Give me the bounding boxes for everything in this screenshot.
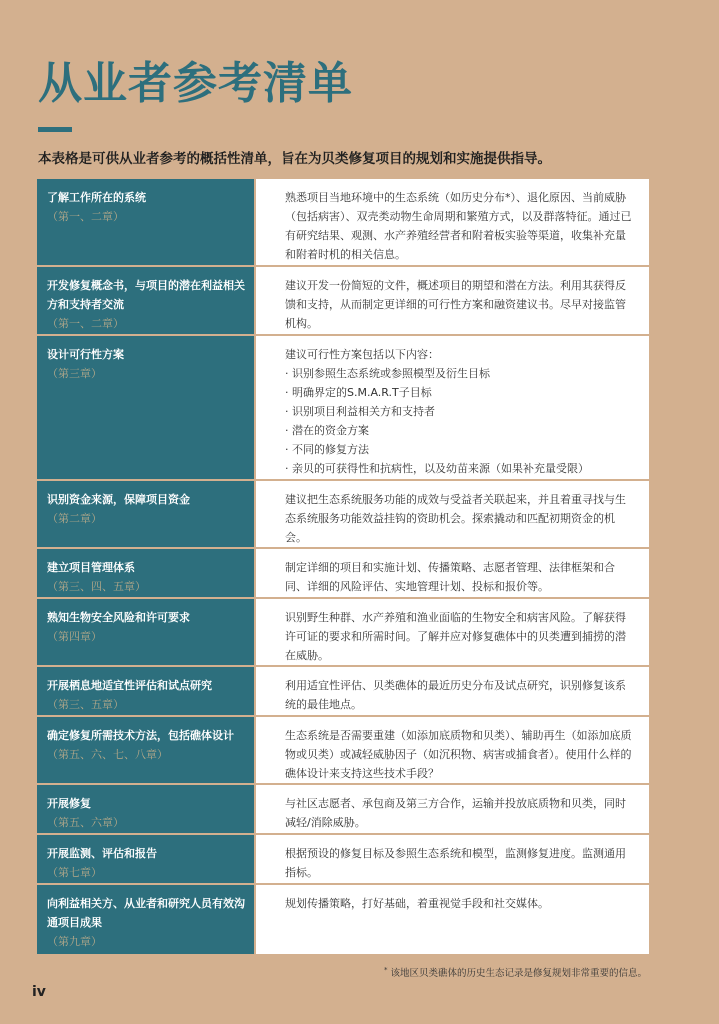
chapter-reference: （第三、五章） [47, 698, 124, 711]
chapter-reference: （第二章） [47, 512, 102, 525]
task-description: 制定详细的项目和实施计划、传播策略、志愿者管理、法律框架和合同、详细的风险评估、实地管理计划、投标和报价等。 [285, 561, 615, 593]
chapter-reference: （第九章） [47, 935, 102, 948]
description-cell [256, 336, 649, 479]
task-title: 了解工作所在的系统 [47, 191, 146, 204]
task-cell [37, 785, 256, 833]
task-title: 开展监测、评估和报告 [47, 847, 157, 860]
bullet-item: · 亲贝的可获得性和抗病性，以及幼苗来源（如果补充量受限） [285, 459, 635, 478]
description-cell [256, 179, 649, 265]
title-underline [38, 127, 72, 132]
table-row [37, 179, 649, 267]
chapter-reference: （第三、四、五章） [47, 580, 146, 593]
task-cell [37, 717, 256, 783]
table-row [37, 267, 649, 336]
feasibility-bullet-list [285, 364, 635, 478]
table-row [37, 785, 649, 835]
table-row [37, 599, 649, 667]
task-title: 确定修复所需技术方法，包括礁体设计 [47, 729, 234, 742]
task-title: 向利益相关方、从业者和研究人员有效沟通项目成果 [47, 897, 245, 929]
task-title: 开展修复 [47, 797, 91, 810]
task-cell [37, 835, 256, 883]
task-description: 与社区志愿者、承包商及第三方合作，运输并投放底质物和贝类，同时减轻/消除威胁。 [285, 797, 626, 829]
description-cell [256, 785, 649, 833]
task-description: 建议把生态系统服务功能的成效与受益者关联起来，并且着重寻找与生态系统服务功能效益挂钩的资助机会。探索撬动和匹配初期资金的机会。 [285, 493, 626, 544]
description-cell [256, 549, 649, 597]
task-description: 识别野生种群、水产养殖和渔业面临的生物安全和病害风险。了解获得许可证的要求和所需时间。了解并应对修复礁体中的贝类遭到捕捞的潜在威胁。 [285, 611, 626, 662]
chapter-reference: （第五、六、七、八章） [47, 748, 168, 761]
bullet-item: · 识别参照生态系统或参照模型及衍生目标 [285, 364, 635, 383]
bullet-item: · 潜在的资金方案 [285, 421, 635, 440]
task-cell [37, 481, 256, 547]
description-cell [256, 481, 649, 547]
task-title: 熟知生物安全风险和许可要求 [47, 611, 190, 624]
table-row [37, 549, 649, 599]
task-description: 生态系统是否需要重建（如添加底质物和贝类）、辅助再生（如添加底质物或贝类）或减轻威胁因子（如沉积物、病害或捕食者）。使用什么样的礁体设计来支持这些技术手段？ [285, 729, 632, 780]
task-cell [37, 336, 256, 479]
table-row [37, 667, 649, 717]
task-description: 利用适宜性评估、贝类礁体的最近历史分布及试点研究，识别修复该系统的最佳地点。 [285, 679, 626, 711]
table-row [37, 885, 649, 954]
chapter-reference: （第五、六章） [47, 816, 124, 829]
description-cell [256, 717, 649, 783]
page-number: iv [32, 984, 46, 1000]
task-cell [37, 885, 256, 954]
task-title: 开发修复概念书，与项目的潜在利益相关方和支持者交流 [47, 279, 245, 311]
chapter-reference: （第四章） [47, 630, 102, 643]
task-cell [37, 179, 256, 265]
table-row [37, 835, 649, 885]
task-description: 建议可行性方案包括以下内容： [285, 348, 439, 361]
task-description: 熟悉项目当地环境中的生态系统（如历史分布*）、退化原因、当前威胁（包括病害）、双壳类动物生命周期和繁殖方式，以及群落特征。通过已有研究结果、观测、水产养殖经营者和附着板实验等渠道，收集补充量和附着时机的相关信息。 [285, 191, 632, 261]
page-subtitle: 本表格是可供从业者参考的概括性清单，旨在为贝类修复项目的规划和实施提供指导。 [38, 151, 551, 167]
task-title: 设计可行性方案 [47, 348, 124, 361]
description-cell [256, 835, 649, 883]
footnote-mark: * [383, 965, 388, 974]
task-description: 根据预设的修复目标及参照生态系统和模型，监测修复进度。监测通用指标。 [285, 847, 626, 879]
checklist-table [37, 179, 649, 954]
table-row [37, 481, 649, 549]
description-cell [256, 267, 649, 334]
chapter-reference: （第七章） [47, 866, 102, 879]
footnote [384, 965, 647, 979]
table-row [37, 336, 649, 481]
table-row [37, 717, 649, 785]
task-title: 开展栖息地适宜性评估和试点研究 [47, 679, 212, 692]
page-title: 从业者参考清单 [38, 58, 353, 109]
chapter-reference: （第一、二章） [47, 210, 124, 223]
description-cell [256, 885, 649, 954]
bullet-item: · 不同的修复方法 [285, 440, 635, 459]
description-cell [256, 667, 649, 715]
description-cell [256, 599, 649, 665]
footnote-text: 该地区贝类礁体的历史生态记录是修复规划非常重要的信息。 [390, 968, 647, 979]
bullet-item: · 明确界定的S.M.A.R.T子目标 [285, 383, 635, 402]
task-cell [37, 599, 256, 665]
task-description: 建议开发一份简短的文件，概述项目的期望和潜在方法。利用其获得反馈和支持，从而制定更详细的可行性方案和融资建议书。尽早对接监管机构。 [285, 279, 626, 330]
chapter-reference: （第一、二章） [47, 317, 124, 330]
task-cell [37, 549, 256, 597]
chapter-reference: （第三章） [47, 367, 102, 380]
task-description: 规划传播策略，打好基础，着重视觉手段和社交媒体。 [285, 897, 549, 910]
task-cell [37, 267, 256, 334]
task-title: 识别资金来源，保障项目资金 [47, 493, 190, 506]
task-cell [37, 667, 256, 715]
bullet-item: · 识别项目利益相关方和支持者 [285, 402, 635, 421]
task-title: 建立项目管理体系 [47, 561, 135, 574]
